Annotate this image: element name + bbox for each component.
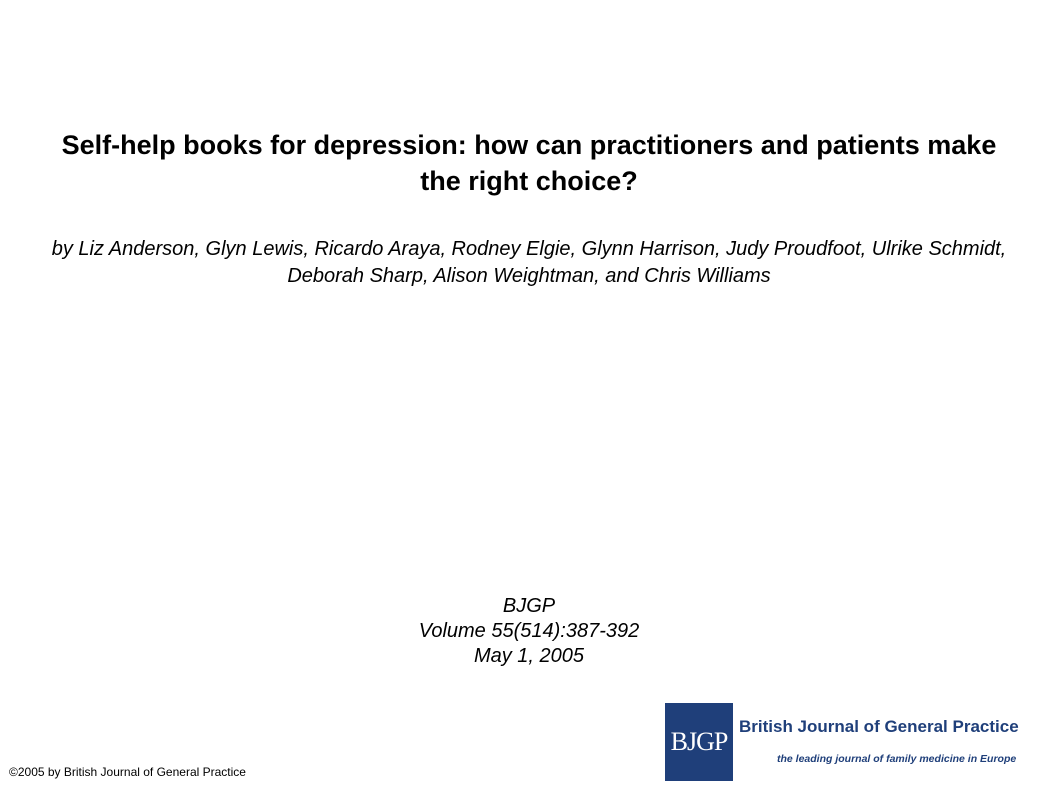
bjgp-logo-mark-text: BJGP [670, 727, 728, 756]
copyright-notice: ©2005 by British Journal of General Practice [9, 765, 246, 779]
bjgp-logo [665, 703, 1035, 783]
citation-block [240, 594, 818, 669]
article-title: Self-help books for depression: how can practitioners and patients make the right choice? [61, 130, 997, 196]
journal-volume: Volume 55(514):387-392 [418, 620, 640, 642]
bjgp-logo-name: British Journal of General Practice [739, 717, 1019, 736]
journal-abbreviation: BJGP [502, 595, 556, 617]
bjgp-logo-mark [665, 703, 733, 781]
article-authors: by Liz Anderson, Glyn Lewis, Ricardo Araya, Rodney Elgie, Glynn Harrison, Judy Proudfoot, Ulrike Schmidt, Deborah Sharp, Alison Weightman, and Chris Williams [51, 238, 1007, 287]
bjgp-logo-tagline: the leading journal of family medicine in Europe [777, 753, 1017, 765]
publication-date: May 1, 2005 [473, 645, 585, 667]
